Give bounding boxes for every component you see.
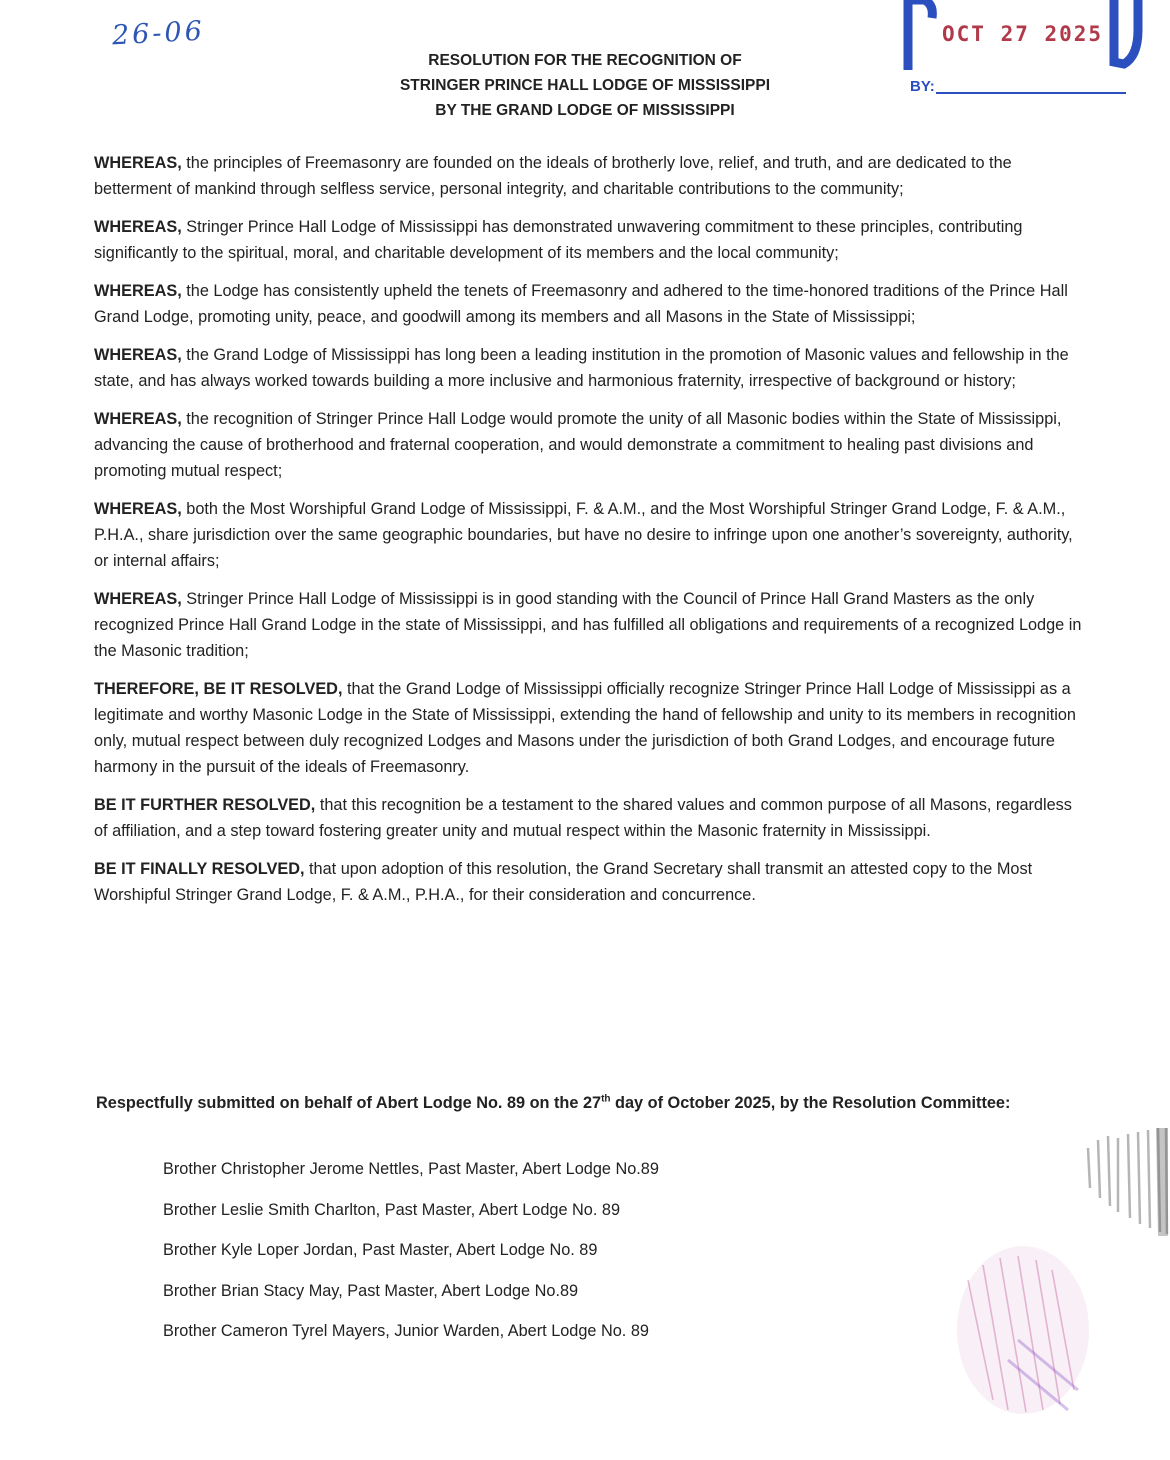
paragraph-text: the Lodge has consistently upheld the tenets of Freemasonry and adhered to the time-honored traditions of the Prince Hall Grand Lodge, promoting unity, peace, and goodwill among its members and all Masons in the State of Mississippi;: [94, 282, 1068, 326]
handwritten-reference-number: 26-06: [111, 15, 206, 52]
title-line-1: RESOLUTION FOR THE RECOGNITION OF: [428, 52, 742, 69]
paragraph-whereas-4: [94, 342, 1084, 394]
paragraph-lead: WHEREAS,: [94, 218, 182, 236]
stamp-by-label: BY:: [910, 78, 935, 95]
paragraph-lead: WHEREAS,: [94, 500, 182, 518]
paragraph-further-resolved: [94, 792, 1084, 844]
committee-member: Brother Leslie Smith Charlton, Past Master, Abert Lodge No. 89: [163, 1200, 621, 1219]
paragraph-lead: WHEREAS,: [94, 154, 182, 172]
paragraph-finally-resolved: [94, 856, 1084, 908]
submission-text-before: Respectfully submitted on behalf of Abert Lodge No. 89 on the 27: [96, 1094, 602, 1112]
paragraph-text: the Grand Lodge of Mississippi has long been a leading institution in the promotion of Masonic values and fellowship in the state, and has always worked towards building a more inclusive and harmonious fraternity, irrespective of background or history;: [94, 346, 1069, 390]
committee-member: Brother Cameron Tyrel Mayers, Junior Warden, Abert Lodge No. 89: [163, 1322, 649, 1341]
paragraph-therefore-resolved: [94, 676, 1084, 780]
paragraph-text: Stringer Prince Hall Lodge of Mississippi has demonstrated unwavering commitment to these principles, contributing significantly to the spiritual, moral, and charitable development of its members and the local community;: [94, 218, 1023, 262]
committee-member: Brother Christopher Jerome Nettles, Past Master, Abert Lodge No.89: [163, 1160, 659, 1178]
paragraph-text: the principles of Freemasonry are founded on the ideals of brotherly love, relief, and truth, and are dedicated to the betterment of mankind through selfless service, personal integrity, and charitable contributions to the community;: [94, 154, 1012, 198]
committee-member-list: [163, 1157, 659, 1360]
purple-seal-smudge: [948, 1240, 1098, 1420]
paragraph-whereas-3: [94, 278, 1084, 330]
paragraph-lead: BE IT FURTHER RESOLVED,: [94, 796, 316, 814]
stamp-letter-r-fragment: [902, 0, 942, 75]
paragraph-text: the recognition of Stringer Prince Hall Lodge would promote the unity of all Masonic bodies within the State of Mississippi, advancing the cause of brotherhood and fraternal cooperation, and would demonstrate a commitment to healing past divisions and promoting mutual respect;: [94, 410, 1062, 480]
paragraph-text: both the Most Worshipful Grand Lodge of Mississippi, F. & A.M., and the Most Worshipful Stringer Grand Lodge, F. & A.M., P.H.A., share jurisdiction over the same geographic boundaries, but have no desire to infringe upon one another’s sovereignty, authority, or internal affairs;: [94, 500, 1073, 570]
resolution-body: [94, 150, 1084, 920]
paragraph-lead: WHEREAS,: [94, 346, 182, 364]
gray-scan-smudge: [1068, 1128, 1170, 1238]
stamp-letter-d-fragment: [1104, 0, 1144, 70]
title-line-2: STRINGER PRINCE HALL LODGE OF MISSISSIPPI: [399, 77, 771, 94]
paragraph-text: that upon adoption of this resolution, the Grand Secretary shall transmit an attested copy to the Most Worshipful Stringer Grand Lodge, F. & A.M., P.H.A., for their consideration and concurrence.: [94, 860, 1033, 904]
stamp-date: OCT 27 2025: [942, 22, 1104, 46]
paragraph-text: that the Grand Lodge of Mississippi officially recognize Stringer Prince Hall Lodge of Mississippi as a legitimate and worthy Masonic Lodge in the State of Mississippi, extending the hand of fellowship and unity to its members in recognition only, mutual respect between duly recognized Lodges and Masons under the jurisdiction of both Grand Lodges, and encourage future harmony in the pursuit of the ideals of Freemasonry.: [94, 680, 1076, 776]
paragraph-lead: WHEREAS,: [94, 282, 182, 300]
submission-text-after: day of October 2025, by the Resolution Committee:: [610, 1094, 1011, 1112]
paragraph-lead: BE IT FINALLY RESOLVED,: [94, 860, 305, 878]
paragraph-whereas-5: [94, 406, 1084, 484]
paragraph-whereas-6: [94, 496, 1084, 574]
committee-member: Brother Kyle Loper Jordan, Past Master, Abert Lodge No. 89: [163, 1241, 598, 1260]
committee-member: Brother Brian Stacy May, Past Master, Abert Lodge No.89: [163, 1281, 579, 1300]
paragraph-text: that this recognition be a testament to the shared values and common purpose of all Masons, regardless of affiliation, and a step toward fostering greater unity and mutual respect within the Masonic fraternity in Mississippi.: [94, 796, 1072, 840]
paragraph-lead: WHEREAS,: [94, 590, 182, 608]
paragraph-lead: WHEREAS,: [94, 410, 182, 428]
submission-ordinal-suffix: th: [601, 1093, 611, 1105]
submission-statement: [96, 1090, 1026, 1116]
paragraph-lead: THEREFORE, BE IT RESOLVED,: [94, 680, 343, 698]
title-line-3: BY THE GRAND LODGE OF MISSISSIPPI: [435, 102, 735, 119]
stamp-signature-line: [936, 92, 1126, 94]
resolution-title: [300, 48, 870, 123]
paragraph-whereas-1: [94, 150, 1084, 202]
paragraph-text: Stringer Prince Hall Lodge of Mississippi is in good standing with the Council of Prince Hall Grand Masters as the only recognized Prince Hall Grand Lodge in the state of Mississippi, and has fulfilled all obligations and requirements of a recognized Lodge in the Masonic tradition;: [94, 590, 1082, 660]
received-stamp: [896, 0, 1170, 100]
paragraph-whereas-7: [94, 586, 1084, 664]
paragraph-whereas-2: [94, 214, 1084, 266]
